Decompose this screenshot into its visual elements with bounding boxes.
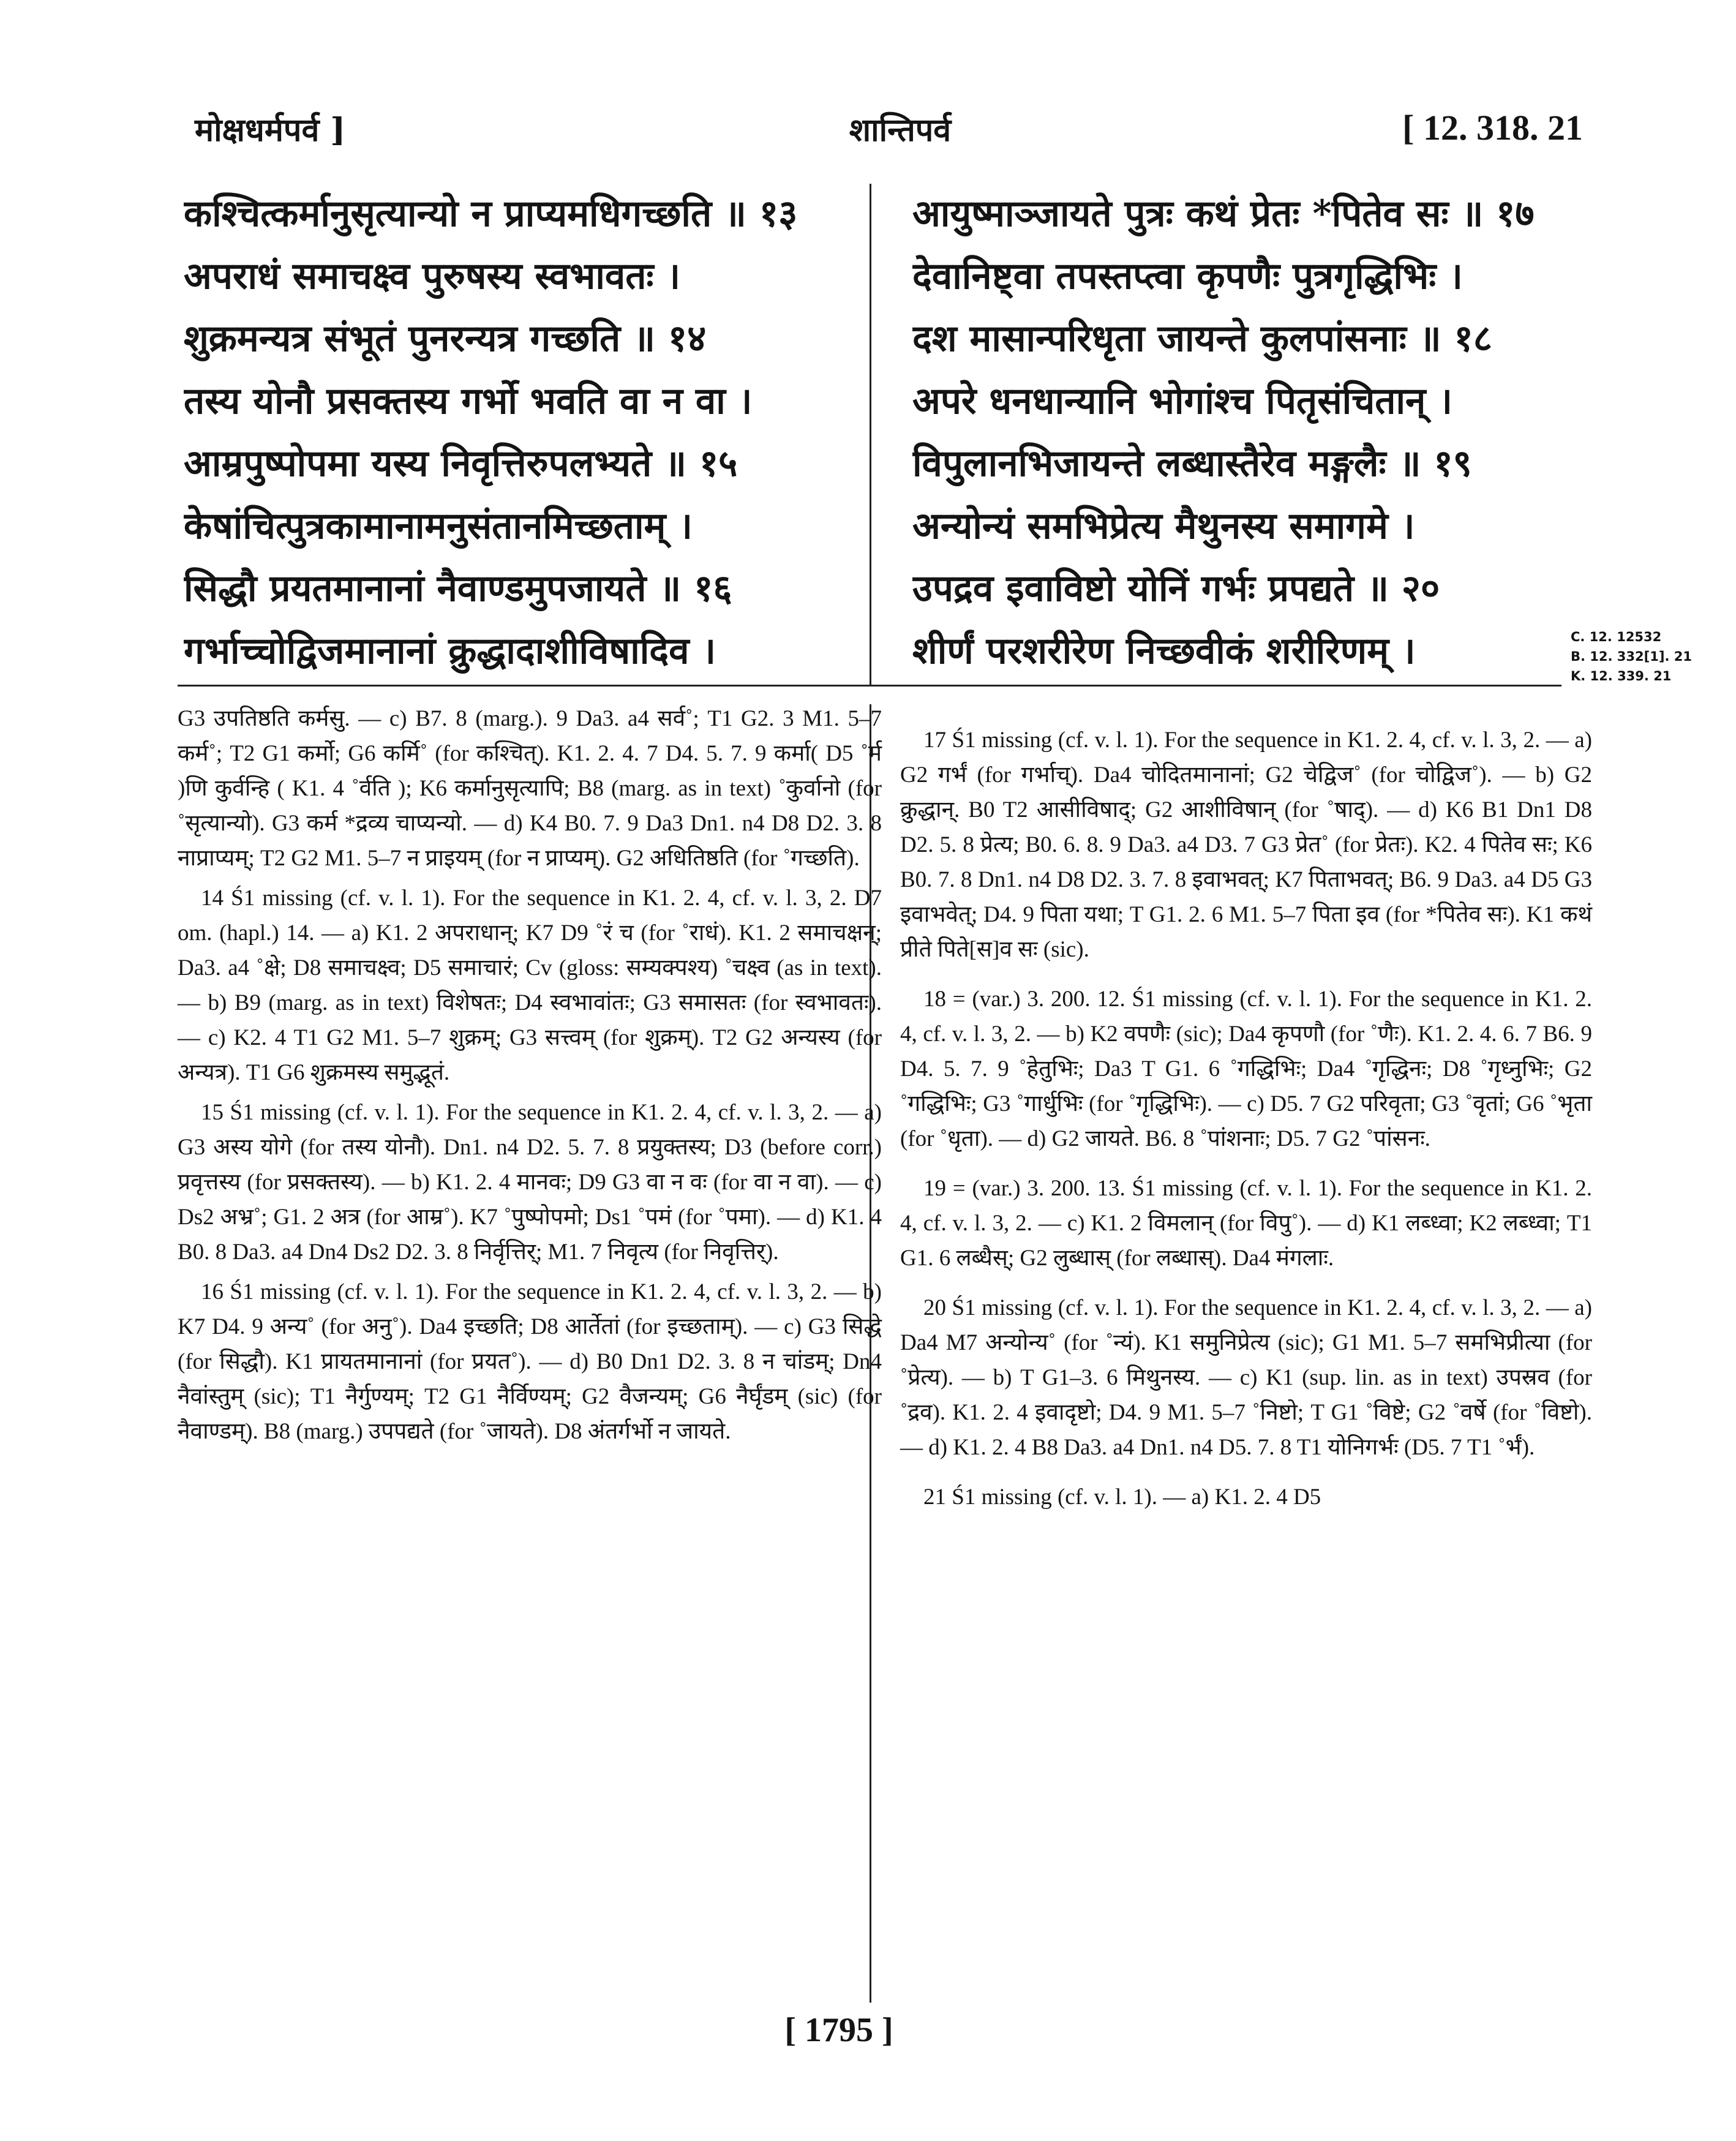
verse-line: शीर्णं परशरीरेण निच्छवीकं शरीरिणम् । — [912, 630, 1416, 672]
verses-left-column — [184, 182, 857, 682]
concordance-ref: C. 12. 12532 — [1571, 630, 1662, 644]
critical-note: 19 = (var.) 3. 200. 13. Ś1 missing (cf. v. l. 1). For the sequence in K1. 2. 4, cf. v. l. 3, 2. — c) K1. 2 विमलान् (for विपु˚). — d) K1 लब्ध्वा; K2 लब्ध्वा; T1 G1. 6 लब्धैस्; G2 लुब्धास् (for लब्धास्). Da4 मंगलाः. — [900, 1176, 1592, 1271]
critical-note: 17 Ś1 missing (cf. v. l. 1). For the sequence in K1. 2. 4, cf. v. l. 3, 2. — a) G2 गर्भं (for गर्भाच्). Da4 चोदितमानानां; G2 चेद्विज˚ (for चोद्विज˚). — b) G2 क्रुद्धान्. B0 T2 आसीविषाद्; G2 आशीविषान् (for ˚षाद्). — d) K6 B1 Dn1 D8 D2. 5. 8 प्रेत्य; B0. 6. 8. 9 Da3. a4 D3. 7 G3 प्रेत˚ (for प्रेतः). K2. 4 पितेव सः; K6 B0. 7. 8 Dn1. n4 D8 D2. 3. 7. 8 इवाभवत्; K7 पिताभवत्; B6. 9 Da3. a4 D5 G3 इवाभवेत्; D4. 9 पिता यथा; T G1. 2. 6 M1. 5–7 पिता इव (for *पितेव सः). K1 कथं प्रीते पिते[स]व सः (sic). — [900, 728, 1592, 962]
notes-left-column — [178, 701, 882, 1454]
verse-line: केषांचित्पुत्रकामानामनुसंतानमिच्छताम् । — [184, 505, 693, 547]
critical-note: G3 उपतिष्ठति कर्मसु. — c) B7. 8 (marg.). 9 Da3. a4 सर्व˚; T1 G2. 3 M1. 5–7 कर्म˚; T2 G1 कर्मो; G6 कर्मि˚ (for कश्चित्). K1. 2. 4. 7 D4. 5. 7. 9 कर्मा( D5 ˚र्म )णि कुर्वन्हि ( K1. 4 ˚र्वति ); K6 कर्मानुसृत्यापि; B8 (marg. as in text) ˚कुर्वानो (for ˚सृत्यान्यो). G3 कर्म *द्रव्य चाप्यन्यो. — d) K4 B0. 7. 9 Da3 Dn1. n4 D8 D2. 3. 8 नाप्राप्यम्; T2 G2 M1. 5–7 न प्राइयम् (for न प्राप्यम्). G2 अधितिष्ठति (for ˚गच्छति). — [178, 706, 882, 871]
verse-line: आयुष्माञ्जायते पुत्रः कथं प्रेतः *पितेव सः ॥ १७ — [912, 192, 1535, 235]
verses-right-column — [912, 182, 1617, 682]
verse-line: शुक्रमन्यत्र संभूतं पुनरन्यत्र गच्छति ॥ १४ — [184, 317, 707, 360]
critical-note: 21 Ś1 missing (cf. v. l. 1). — a) K1. 2. 4 D5 — [923, 1484, 1321, 1510]
concordance-refs — [1571, 627, 1692, 686]
notes-right-column — [900, 723, 1592, 1529]
critical-note: 18 = (var.) 3. 200. 12. Ś1 missing (cf. v. l. 1). For the sequence in K1. 2. 4, cf. v. l. 3, 2. — b) K2 वपणैः (sic); Da4 कृपणौ (for ˚णैः). K1. 2. 4. 6. 7 B6. 9 D4. 5. 7. 9 ˚हेतुभिः; Da3 T G1. 6 ˚गद्धिभिः; Da4 ˚गृद्धिनः; D8 ˚गृध्नुभिः; G2 ˚गद्धिभिः; G3 ˚गार्धुभिः (for ˚गृद्धिभिः). — c) D5. 7 G2 परिवृता; G3 ˚वृतां; G6 ˚भृता (for ˚धृता). — d) G2 जायते. B6. 8 ˚पांशनाः; D5. 7 G2 ˚पांसनः. — [900, 987, 1592, 1151]
critical-note: 16 Ś1 missing (cf. v. l. 1). For the sequence in K1. 2. 4, cf. v. l. 3, 2. — b) K7 D4. 9 अन्य˚ (for अनु˚). Da4 इच्छति; D8 आर्तेतां (for इच्छताम्). — c) G3 सिद्धे (for सिद्धौ). K1 प्रायतमानानां (for प्रयत˚). — d) B0 Dn1 D2. 3. 8 न चांडम्; Dn4 नैवांस्तुम् (sic); T1 नैर्गुण्यम्; T2 G1 नैर्विण्यम्; G2 वैजन्यम्; G6 नैर्घृंडम् (sic) (for नैवाण्डम्). B8 (marg.) उपपद्यते (for ˚जायते). D8 अंतर्गर्भो न जायते. — [178, 1279, 882, 1444]
verse-line: देवानिष्ट्वा तपस्तप्त्वा कृपणैः पुत्रगृद्धिभिः । — [912, 255, 1463, 298]
verse-line: विपुलानभिजायन्ते लब्धास्तैरेव मङ्गलैः ॥ १९ — [912, 442, 1472, 485]
parva-title: शान्तिपर्व — [849, 111, 952, 149]
verse-line: आम्रपुष्पोपमा यस्य निवृत्तिरुपलभ्यते ॥ १५ — [184, 442, 738, 485]
verse-line: अपरे धनधान्यानि भोगांश्च पितृसंचितान् । — [912, 380, 1452, 423]
concordance-ref: B. 12. 332[1]. 21 — [1571, 649, 1692, 664]
verse-line: सिद्धौ प्रयतमानानां नैवाण्डमुपजायते ॥ १६ — [184, 567, 732, 610]
verse-line: दश मासान्परिधृता जायन्ते कुलपांसनाः ॥ १८ — [912, 317, 1492, 360]
concordance-ref: K. 12. 339. 21 — [1571, 669, 1672, 683]
verse-line: गर्भाच्चोद्विजमानानां क्रुद्धादाशीविषादिव । — [184, 630, 716, 672]
critical-note: 14 Ś1 missing (cf. v. l. 1). For the sequence in K1. 2. 4, cf. v. l. 3, 2. D7 om. (hapl.) 14. — a) K1. 2 अपराधान्; K7 D9 ˚रं च (for ˚राधं). K1. 2 समाचक्षन्; Da3. a4 ˚क्षे; D8 समाचक्ष्व; D5 समाचारं; Cv (gloss: सम्यक्पश्य) ˚चक्ष्व (as in text). — b) B9 (marg. as in text) विशेषतः; D4 स्वभावांतः; G3 समासतः (for स्वभावतः). — c) K2. 4 T1 G2 M1. 5–7 शुक्रम्; G3 सत्त्वम् (for शुक्रम्). T2 G2 अन्यस्य (for अन्यत्र). T1 G6 शुक्रमस्य समुद्भूतं. — [178, 886, 882, 1085]
section-divider — [178, 685, 1561, 687]
page-number: [ 1795 ] — [784, 2011, 893, 2049]
verse-line: अन्योन्यं समभिप्रेत्य मैथुनस्य समागमे । — [912, 505, 1415, 547]
verse-line: तस्य योनौ प्रसक्तस्य गर्भो भवति वा न वा । — [184, 380, 753, 423]
verse-line: उपद्रव इवाविष्टो योनिं गर्भः प्रपद्यते ॥ २० — [912, 567, 1440, 610]
column-divider — [870, 184, 871, 686]
critical-note: 15 Ś1 missing (cf. v. l. 1). For the sequence in K1. 2. 4, cf. v. l. 3, 2. — a) G3 अस्य योगे (for तस्य योनौ). Dn1. n4 D2. 5. 7. 8 प्रयुक्तस्य; D3 (before corr.) प्रवृत्तस्य (for प्रसक्तस्य). — b) K1. 2. 4 मानवः; D9 G3 वा न वः (for वा न वा). — c) Ds2 अभ्र˚; G1. 2 अत्र (for आम्र˚). K7 ˚पुष्पोपमो; Ds1 ˚पमं (for ˚पमा). — d) K1. 4 B0. 8 Da3. a4 Dn4 Ds2 D2. 3. 8 निर्वृत्तिर्; M1. 7 निवृत्य (for निवृत्तिर्). — [178, 1100, 882, 1265]
verse-reference: [ 12. 318. 21 — [1402, 108, 1583, 148]
section-title: मोक्षधर्मपर्व ] — [195, 111, 346, 149]
verse-line: कश्चित्कर्मानुसृत्यान्यो न प्राप्यमधिगच्छति ॥ १३ — [184, 192, 798, 235]
verse-line: अपराधं समाचक्ष्व पुरुषस्य स्वभावतः । — [184, 255, 681, 298]
critical-note: 20 Ś1 missing (cf. v. l. 1). For the sequence in K1. 2. 4, cf. v. l. 3, 2. — a) Da4 M7 अन्योन्य˚ (for ˚न्यं). K1 समुनिप्रेत्य (sic); G1 M1. 5–7 समभिप्रीत्या (for ˚प्रेत्य). — b) T G1–3. 6 मिथुनस्य. — c) K1 (sup. lin. as in text) उपस्रव (for ˚द्रव). K1. 2. 4 इवादृष्टो; D4. 9 M1. 5–7 ˚निष्टो; T G1 ˚विष्टे; G2 ˚वर्षे (for ˚विष्टो). — d) K1. 2. 4 B8 Da3. a4 Dn1. n4 D5. 7. 8 T1 योनिगर्भः (D5. 7 T1 ˚र्भं). — [900, 1295, 1592, 1460]
